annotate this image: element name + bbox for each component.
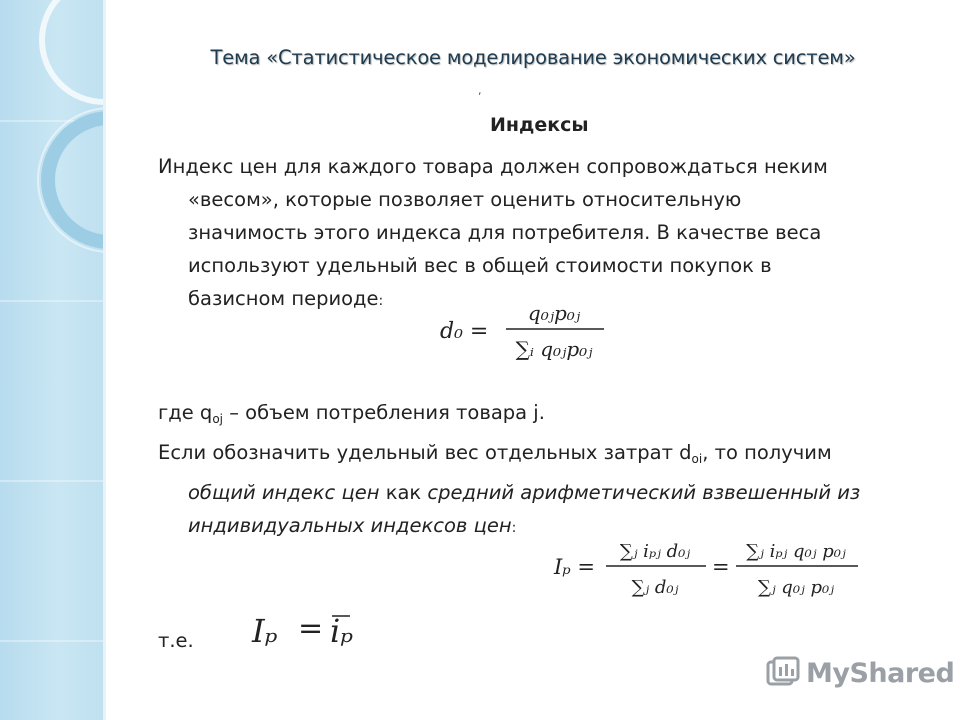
formula-ip-equals: = xyxy=(298,611,324,646)
colon: : xyxy=(378,293,384,309)
tick-mark: , xyxy=(478,84,482,97)
watermark-text: MyShared xyxy=(806,657,955,689)
formula-ip-left: Iₚ xyxy=(252,612,278,650)
subscript: oj xyxy=(212,412,223,426)
para-line: Индекс цен для каждого товара должен сопровождаться неким xyxy=(158,155,828,178)
formula-ip-lhs: Iₚ = xyxy=(554,555,595,579)
formula-d0-numerator: q₀ⱼp₀ⱼ xyxy=(527,301,581,325)
formula-d0-denominator: ∑ᵢ q₀ⱼp₀ⱼ xyxy=(515,337,593,361)
subscript: oi xyxy=(691,452,703,466)
formula-ip-num1: ∑ⱼ iₚⱼ d₀ⱼ xyxy=(619,541,691,562)
para-text: Если обозначить удельный вес отдельных затрат d xyxy=(158,441,692,464)
para-text: – объем потребления товара j. xyxy=(223,401,545,424)
te-label: т.е. xyxy=(158,629,194,652)
section-heading: Индексы xyxy=(490,114,589,136)
italic-term: индивидуальных индексов цен xyxy=(188,514,512,537)
formula-ip-num2: ∑ⱼ iₚⱼ q₀ⱼ p₀ⱼ xyxy=(746,541,846,562)
myshared-logo-icon xyxy=(766,656,800,690)
italic-term: общий индекс цен xyxy=(188,481,380,504)
decorative-circles xyxy=(0,0,106,300)
slide-title: Тема «Статистическое моделирование экономических систем» xyxy=(210,46,856,69)
formula-ip-eq: = xyxy=(712,555,730,579)
formula-d0-lhs: d₀ = xyxy=(440,319,489,344)
para-text: , то получим xyxy=(702,441,832,464)
colon: : xyxy=(511,520,517,536)
para-text: базисном периоде xyxy=(188,287,379,310)
para-line: используют удельный вес в общей стоимости покупок в xyxy=(188,254,772,277)
paragraph-weights xyxy=(158,150,898,318)
watermark xyxy=(766,652,954,694)
formula-ip-den1: ∑ⱼ d₀ⱼ xyxy=(631,577,679,598)
paragraph-qoj xyxy=(158,396,898,436)
para-line: «весом», которые позволяет оценить относительную xyxy=(188,188,742,211)
italic-term: средний арифметический взвешенный из xyxy=(427,481,861,504)
para-line: значимость этого индекса для потребителя. В качестве веса xyxy=(188,221,822,244)
para-line xyxy=(158,476,898,509)
formula-ip-equals-mean xyxy=(248,598,368,660)
paragraph-index xyxy=(158,436,898,545)
formula-d0 xyxy=(436,296,626,368)
formula-ip xyxy=(548,530,866,606)
formula-ip-den2: ∑ⱼ q₀ⱼ p₀ⱼ xyxy=(757,577,835,598)
formula-ip-right: iₚ xyxy=(330,612,354,650)
para-text: как xyxy=(379,481,428,504)
para-text: где q xyxy=(158,401,213,424)
decorative-sidebar xyxy=(0,0,106,720)
